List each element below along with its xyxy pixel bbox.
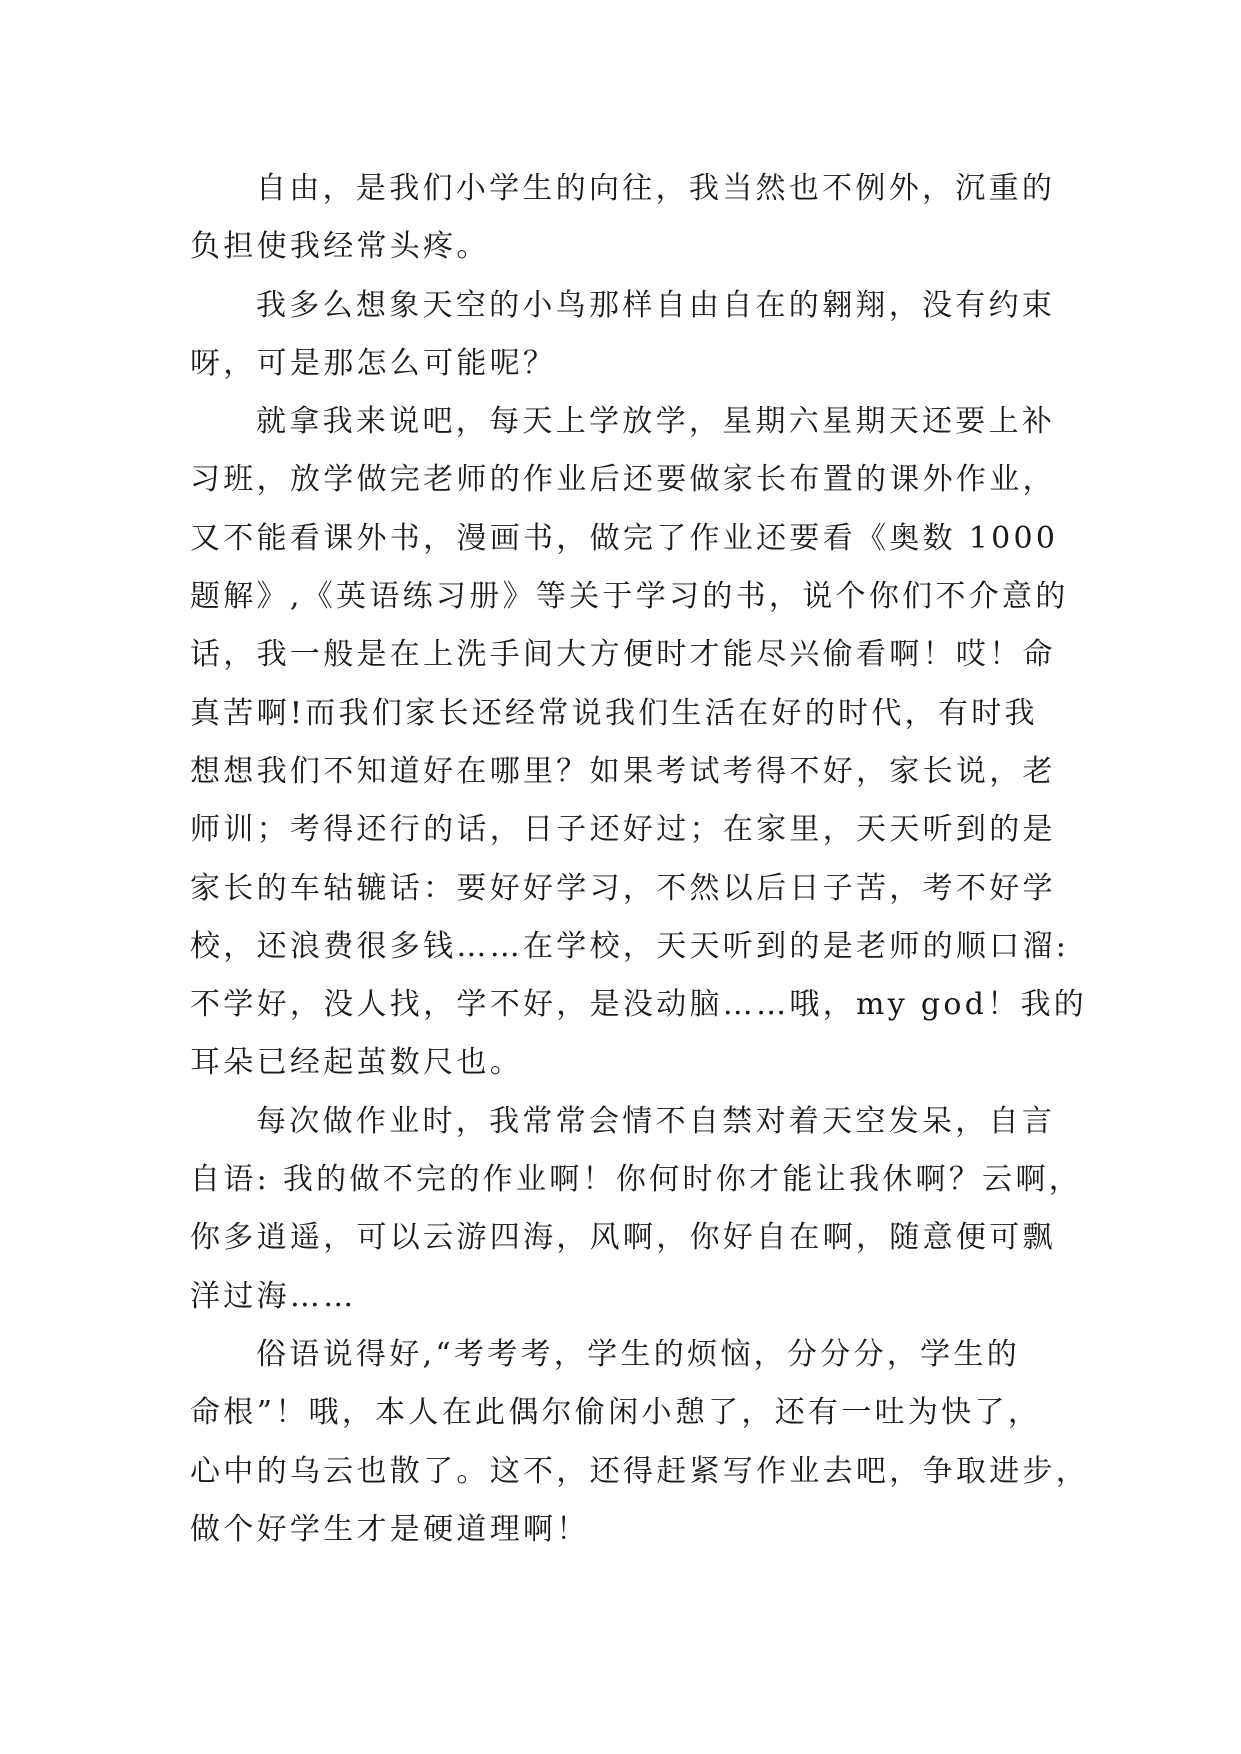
text-line: 家长的车轱辘话：要好好学习，不然以后日子苦，考不好学 [190, 870, 1056, 906]
text-line: 又不能看课外书，漫画书，做完了作业还要看《奥数 1000 [190, 520, 1059, 556]
text-line: 校，还浪费很多钱……在学校，天天听到的是老师的顺口溜: [190, 928, 1070, 964]
text-line: 每次做作业时，我常常会情不自禁对着天空发呆，自言 [256, 1103, 1056, 1139]
text-line: 想想我们不知道好在哪里？如果考试考得不好，家长说，老 [190, 753, 1056, 789]
paragraph-3 [190, 393, 1088, 1093]
text-line: 不学好，没人找，学不好，是没动脑……哦，my god！我的 [190, 987, 1088, 1023]
text-line: 我多么想象天空的小鸟那样自由自在的翱翔，没有约束 [256, 287, 1056, 323]
text-line: 俗语说得好,“考考考，学生的烦恼，分分分，学生的 [256, 1336, 1021, 1372]
text-line: 就拿我来说吧，每天上学放学，星期六星期天还要上补 [256, 404, 1056, 440]
text-line: 命根”！哦，本人在此偶尔偷闲小憩了，还有一吐为快了， [190, 1395, 1042, 1431]
paragraph-1 [190, 160, 1056, 277]
text-line: 负担使我经常头疼。 [190, 229, 490, 265]
text-line: 师训；考得还行的话，日子还好过；在家里，天天听到的是 [190, 812, 1056, 848]
text-line: 你多逍遥，可以云游四海，风啊，你好自在啊，随意便可飘 [190, 1220, 1056, 1256]
text-line: 题解》,《英语练习册》等关于学习的书，说个你们不介意的 [190, 579, 1069, 615]
paragraph-2 [190, 277, 1056, 394]
paragraph-5 [190, 1326, 1090, 1559]
text-line: 呀，可是那怎么可能呢？ [190, 345, 557, 381]
text-line: 自由，是我们小学生的向往，我当然也不例外，沉重的 [256, 171, 1056, 206]
text-line: 习班，放学做完老师的作业后还要做家长布置的课外作业， [190, 462, 1056, 498]
text-line: 做个好学生才是硬道理啊！ [190, 1511, 590, 1547]
text-line: 自语: 我的做不完的作业啊！你何时你才能让我休啊？云啊， [190, 1162, 1083, 1198]
text-line: 话，我一般是在上洗手间大方便时才能尽兴偷看啊！哎！命 [190, 637, 1056, 673]
text-line: 耳朵已经起茧数尺也。 [190, 1045, 523, 1081]
paragraph-4 [190, 1093, 1083, 1326]
essay-body [190, 160, 1090, 1559]
text-line: 洋过海…… [190, 1278, 357, 1314]
text-line: 心中的乌云也散了。这不，还得赶紧写作业去吧，争取进步， [190, 1453, 1090, 1489]
text-line: 真苦啊!而我们家长还经常说我们生活在好的时代，有时我 [190, 695, 1038, 731]
